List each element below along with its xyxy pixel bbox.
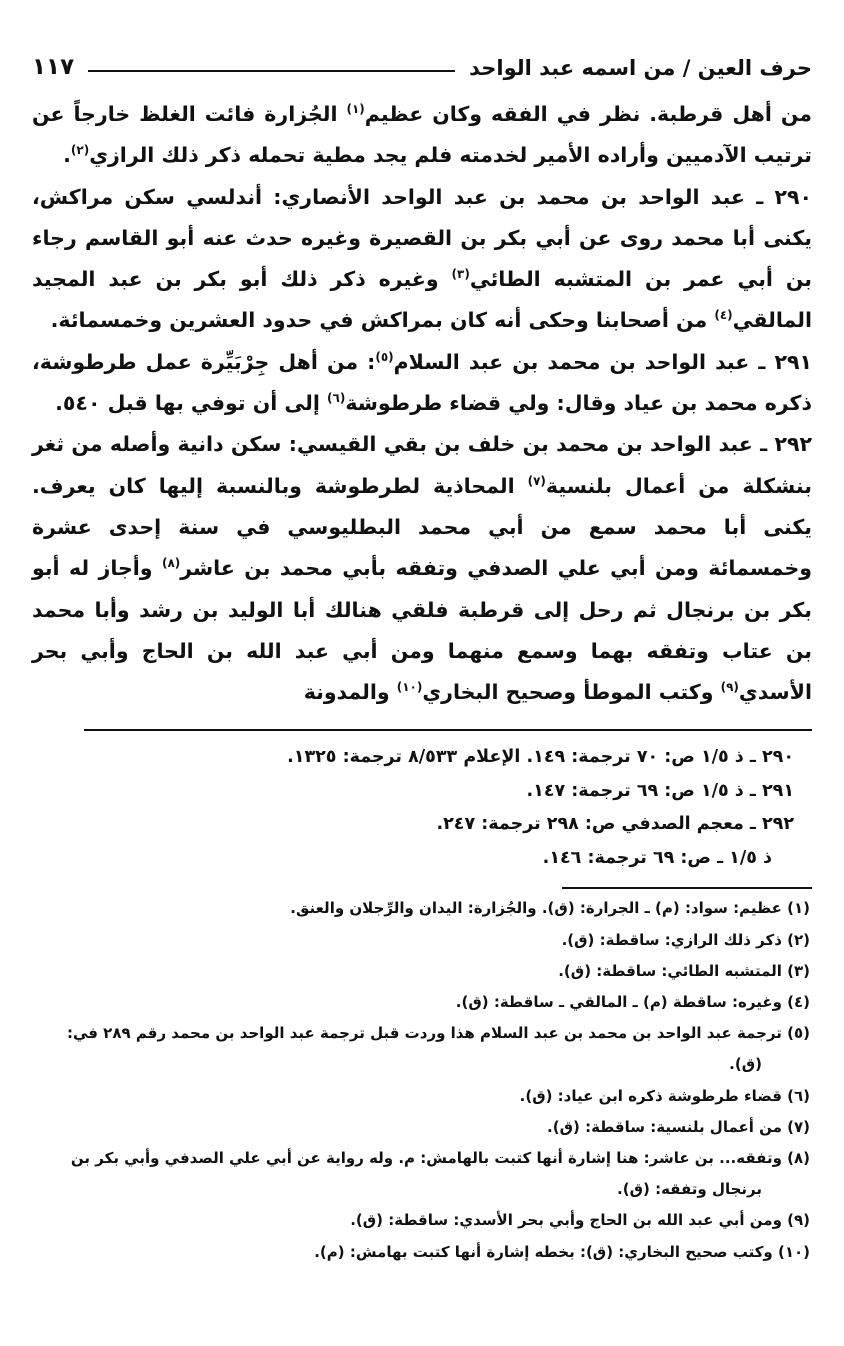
text-run: والمدونة (303, 680, 397, 705)
footnote-10: (١٠) وكتب صحيح البخاري: (ق): بخطه إشارة أنها كتبت بهامش: (م). (314, 1242, 810, 1261)
main-text (32, 94, 812, 713)
text-run: وغيره ذكر ذلك أبو بكر بن عبد المجيد المالقي (32, 267, 812, 333)
footnote-3: (٣) المتشبه الطائي: ساقطة: (ق). (558, 961, 810, 980)
text-run: إلى أن توفي بها قبل ٥٤٠. (55, 391, 328, 416)
footnote-ref-5[interactable]: (٥) (375, 349, 394, 364)
source-292-extra: ذ ١/٥ ـ ص: ٦٩ ترجمة: ١٤٦. (542, 847, 772, 868)
footnote-6: (٦) قضاء طرطوشة ذكره ابن عياد: (ق). (519, 1086, 810, 1105)
entry-290 (32, 177, 812, 342)
source-292: ٢٩٢ ـ معجم الصدفي ص: ٢٩٨ ترجمة: ٢٤٧. (436, 814, 794, 835)
text-run: . (63, 143, 71, 168)
text-run: وأجاز له أبو بكر بن برنجال ثم رحل إلى قرطبة فلقي هنالك أبا الوليد بن رشد وأبا محمد بن عتاب وتفقه بهما وسمع منهما ومن أبي عبد الله بن الحاج وأبي بحر الأسدي (32, 556, 812, 705)
footnote-ref-6[interactable]: (٦) (327, 391, 346, 406)
sources-divider (84, 729, 812, 731)
running-title: حرف العين / من اسمه عبد الواحد (469, 56, 812, 80)
source-291: ٢٩١ ـ ذ ١/٥ ص: ٦٩ ترجمة: ١٤٧. (526, 780, 794, 801)
footnote-8: (٨) وتفقه... بن عاشر: هنا إشارة أنها كتبت بالهامش: م. وله رواية عن أبي علي الصدفي وأبي بكر بن (70, 1149, 810, 1168)
footnotes-divider (562, 887, 812, 889)
entry-292 (32, 424, 812, 713)
footnote-ref-3[interactable]: (٣) (451, 267, 470, 282)
text-run: المحاذية لطرطوشة وبالنسبة إليها كان يعرف. يكنى أبا محمد سمع من أبي محمد البطليوسي في سنة إحدى عشرة وخمسمائة ومن أبي علي الصدفي وتفقه بأبي محمد بن عاشر (32, 473, 812, 581)
text-run: من أصحابنا وحكى أنه كان بمراكش في حدود العشرين وخمسمائة. (50, 308, 715, 333)
entry-291 (32, 342, 812, 425)
text-run: وكتب الموطأ وصحيح البخاري (422, 680, 721, 705)
sources-block (32, 741, 812, 875)
text-run: ٢٩٠ ـ عبد الواحد بن محمد بن عبد الواحد الأنصاري: أندلسي سكن مراكش، يكنى أبا محمد روى عن أبي بكر بن القصيرة وغيره حدث عنه أبو القاسم رجاء بن أبي عمر بن المتشبه الطائي (32, 184, 812, 292)
footnote-ref-2[interactable]: (٢) (70, 143, 90, 158)
header-rule (88, 70, 455, 72)
page-number: ١١٧ (32, 54, 75, 80)
footnote-9: (٩) ومن أبي عبد الله بن الحاج وأبي بحر الأسدي: ساقطة: (ق). (350, 1211, 810, 1230)
page-header (32, 30, 812, 80)
text-run: ٢٩٢ ـ عبد الواحد بن محمد بن خلف بن بقي القيسي: سكن دانية وأصله من ثغر بنشكلة من أعمال بلنسية (32, 432, 812, 498)
text-run: ٢٩١ ـ عبد الواحد بن محمد بن عبد السلام (393, 349, 812, 374)
source-290: ٢٩٠ ـ ذ ١/٥ ص: ٧٠ ترجمة: ١٤٩. الإعلام ٨/٥٣٣ ترجمة: ١٣٢٥. (287, 747, 794, 768)
book-page (32, 30, 812, 1268)
footnote-ref-8[interactable]: (٨) (161, 556, 181, 571)
text-run: الجُزارة فائت الغلظ خارجاً عن ترتيب الآدميين وأراده الأمير لخدمته فلم يجد مطية تحمله ذكر ذلك الرازي (32, 102, 812, 168)
footnote-8-continuation: برنجال وتفقه: (ق). (617, 1180, 762, 1199)
text-run: : من أهل جِرْبَيِّرة عمل طرطوشة، ذكره محمد بن عياد وقال: ولي قضاء طرطوشة (32, 349, 812, 416)
text-run: من أهل قرطبة. نظر في الفقه وكان عظيم (364, 102, 813, 126)
footnote-4: (٤) وغيره: ساقطة (م) ـ المالقي ـ ساقطة: (ق). (455, 993, 810, 1012)
footnote-2: (٢) ذكر ذلك الرازي: ساقطة: (ق). (561, 930, 810, 949)
footnote-ref-9[interactable]: (٩) (720, 680, 739, 695)
footnote-1: (١) عظيم: سواد: (م) ـ الجرارة: (ق). والجُزارة: اليدان والرِّجلان والعنق. (290, 899, 810, 918)
footnote-5-continuation: (ق). (729, 1055, 762, 1074)
footnote-ref-4[interactable]: (٤) (714, 308, 733, 323)
paragraph-continuation (32, 94, 812, 177)
footnote-7: (٧) من أعمال بلنسية: ساقطة: (ق). (547, 1117, 810, 1136)
footnote-ref-1[interactable]: (١) (346, 102, 365, 117)
footnotes-block (32, 893, 812, 1267)
footnote-ref-10[interactable]: (١٠) (396, 680, 423, 695)
footnote-ref-7[interactable]: (٧) (527, 473, 546, 488)
footnote-5: (٥) ترجمة عبد الواحد بن محمد بن عبد السلام هذا وردت قبل ترجمة عبد الواحد بن محمد رقم ٢٨٩ في: (66, 1024, 810, 1043)
